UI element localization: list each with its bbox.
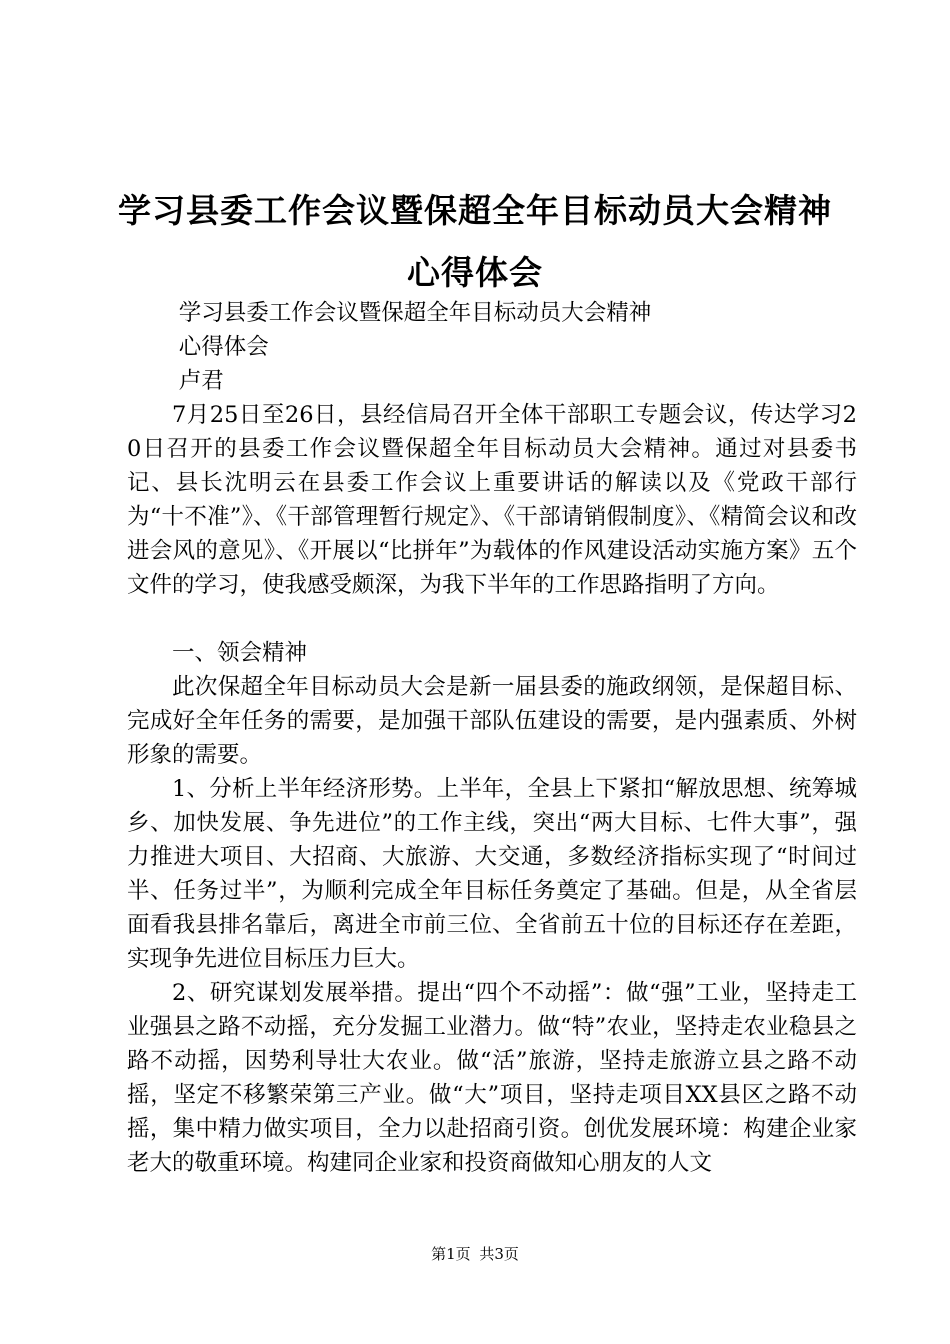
page-number: 第1页 (431, 1245, 471, 1263)
document-body (127, 296, 857, 1180)
paragraph-economy: 1、分析上半年经济形势。上半年，全县上下紧扣“解放思想、统筹城乡、加快发展、争先进位”的工作主线，突出“两大目标、七件大事”，强力推进大项目、大招商、大旅游、大交通，多数经济指标实现了“时间过半、任务过半”，为顺利完成全年目标任务奠定了基础。但是，从全省层面看我县排名靠后，离进全市前三位、全省前五十位的目标还存在差距，实现争先进位目标压力巨大。 (127, 776, 857, 972)
page-total: 共3页 (479, 1245, 519, 1263)
document-title: 学习县委工作会议暨保超全年目标动员大会精神心得体会 (118, 191, 832, 292)
section-heading: 一、领会精神 (172, 640, 308, 666)
paragraph-intro: 7月25日至26日，县经信局召开全体干部职工专题会议，传达学习20日召开的县委工作会议暨保超全年目标动员大会精神。通过对县委书记、县长沈明云在县委工作会议上重要讲话的解读以及《党政干部行为“十不准”》、《干部管理暂行规定》、《干部请销假制度》、《精简会议和改进会风的意见》、《开展以“比拼年”为载体的作风建设活动实施方案》五个文件的学习，使我感受颇深，为我下半年的工作思路指明了方向。 (127, 402, 857, 598)
author-name: 卢君 (178, 368, 224, 394)
paragraph-spirit: 此次保超全年目标动员大会是新一届县委的施政纲领，是保超目标、完成好全年任务的需要，是加强干部队伍建设的需要，是内强素质、外树形象的需要。 (127, 674, 857, 768)
subtitle-line-2: 心得体会 (178, 334, 269, 360)
paragraph-spacer (127, 602, 857, 636)
paragraph-measures: 2、研究谋划发展举措。提出“四个不动摇”：做“强”工业，坚持走工业强县之路不动摇，充分发掘工业潜力。做“特”农业，坚持走农业稳县之路不动摇，因势利导壮大农业。做“活”旅游，坚持走旅游立县之路不动摇，坚定不移繁荣第三产业。做“大”项目，坚持走项目XX县区之路不动摇，集中精力做实项目，全力以赴招商引资。创优发展环境：构建企业家老大的敬重环境。构建同企业家和投资商做知心朋友的人文 (127, 980, 857, 1176)
subtitle-line-1: 学习县委工作会议暨保超全年目标动员大会精神 (178, 300, 652, 326)
page-footer (0, 1244, 950, 1264)
